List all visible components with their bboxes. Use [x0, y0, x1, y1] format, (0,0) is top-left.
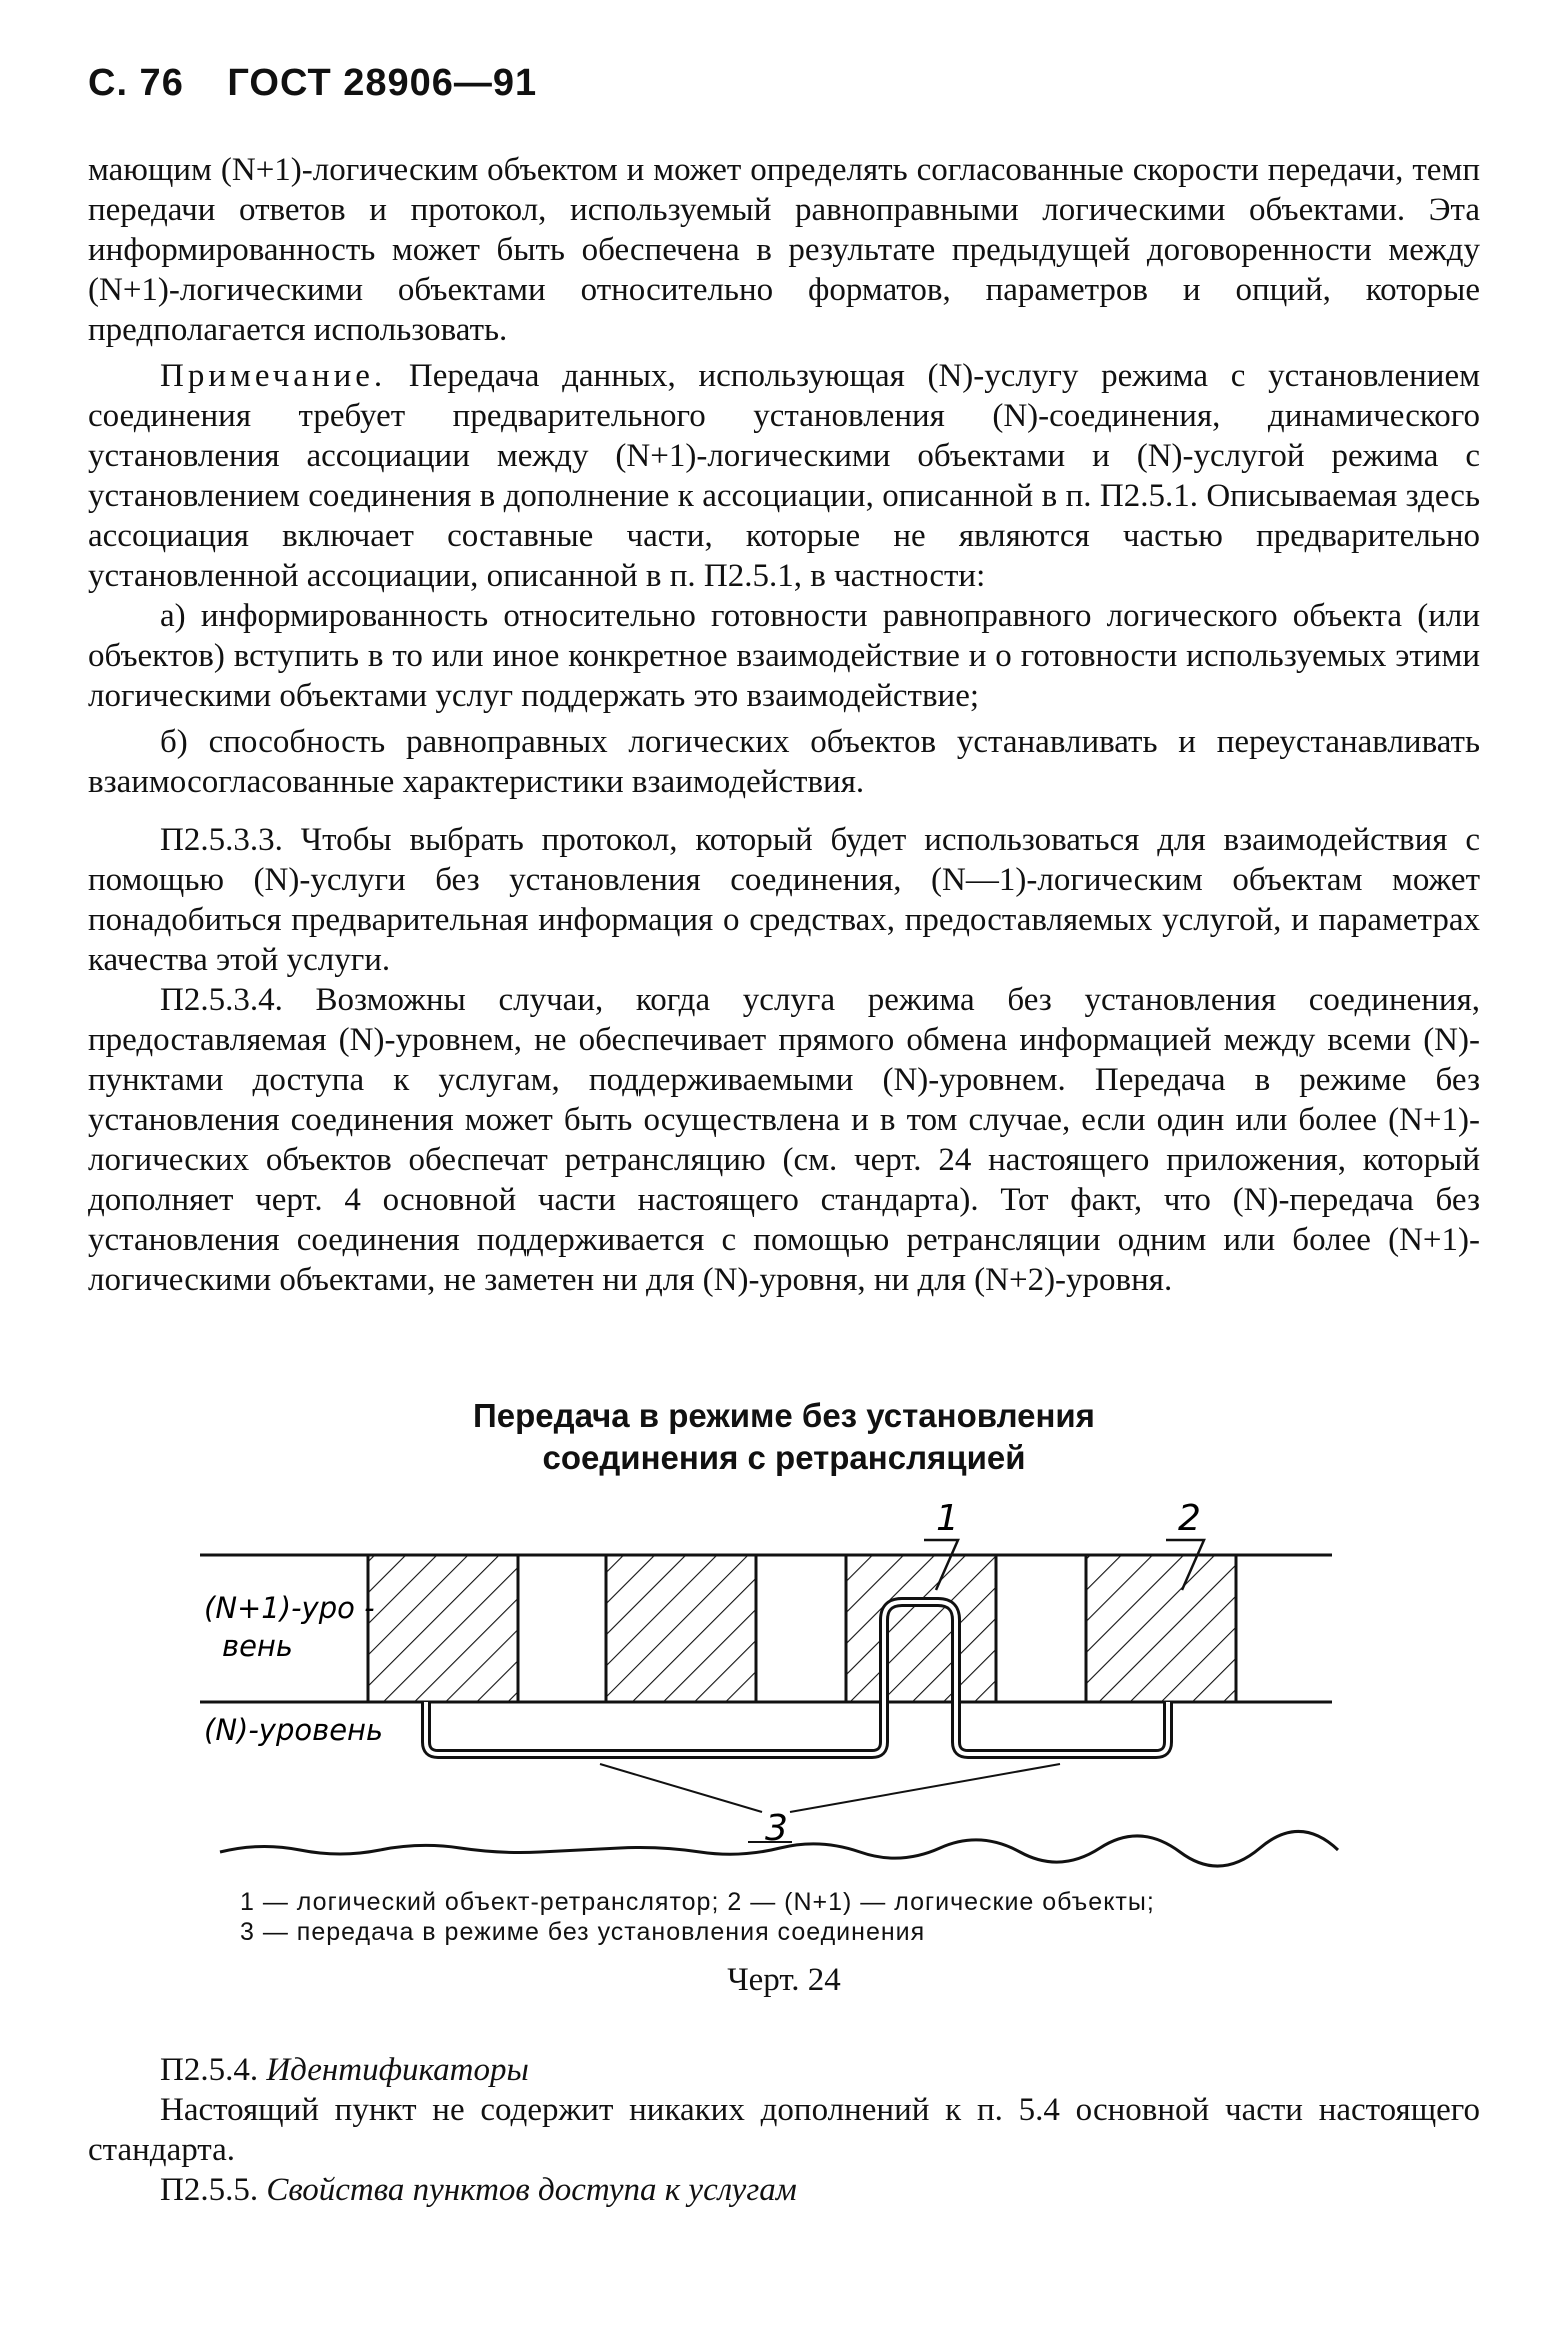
n-plus-1-layer-label-line1: (N+1)-уро -: [204, 1591, 375, 1625]
transfer-path: [426, 1602, 1168, 1754]
relay-entity-block: [846, 1555, 996, 1702]
standard-code: ГОСТ 28906—91: [227, 62, 538, 104]
callout-3-leader-right: [790, 1764, 1060, 1812]
figure-title-line1: Передача в режиме без установления: [473, 1397, 1095, 1434]
callout-1: 1: [936, 1498, 959, 1539]
note-text: Передача данных, использующая (N)-услугу режима с установлением соединения требует предварительного установления (N)-соединения, динамического установления ассоциации между (N+1)-логическими объектами и (N)-услугой режима с установлением соединения в дополнение к ассоциации, описанной в п. П2.5.1. Описываемая здесь ассоциация включает составные части, которые не являются частью предварительно установленной ассоциации, описанной в п. П2.5.1, в частности:: [88, 358, 1480, 594]
section-p255-title: Свойства пунктов доступа к услугам: [266, 2172, 797, 2208]
section-p255-number: П2.5.5.: [160, 2172, 259, 2208]
entity-block-4: [1086, 1555, 1236, 1702]
section-p254-text: Настоящий пункт не содержит никаких дополнений к п. 5.4 основной части настоящего стандарта.: [88, 2092, 1480, 2168]
paragraph-continuation: мающим (N+1)-логическим объектом и может определять согласованные скорости передачи, темп передачи ответов и протокол, используемый равноправными логическими объектами. Эта информированность может быть обеспечена в результате предыдущей договоренности между (N+1)-логическими объектами относительно форматов, параметров и опций, которые предполагается использовать.: [88, 152, 1480, 348]
figure-caption: [240, 1887, 1360, 1947]
section-p255-heading: [88, 2170, 1480, 2210]
list-item-a: а) информированность относительно готовности равноправного логического объекта (или объектов) вступить в то или иное конкретное взаимодействие и о готовности используемых этими логическими объектами услуг поддержать это взаимодействие;: [88, 598, 1480, 714]
section-p254-number: П2.5.4.: [160, 2052, 259, 2088]
section-p2533: П2.5.3.3. Чтобы выбрать протокол, который будет использоваться для взаимодействия с помощью (N)-услуги без установления соединения, (N—1)-логическим объектам может понадобиться предварительная информация о средствах, предоставляемых услугой, и параметрах качества этой услуги.: [88, 822, 1480, 978]
callout-3: 3: [765, 1808, 788, 1849]
section-p2534: П2.5.3.4. Возможны случаи, когда услуга режима без установления соединения, предоставляемая (N)-уровнем, не обеспечивает прямого обмена информацией между всеми (N)-пунктами доступа к услугам, поддерживаемыми (N)-уровнем. Передача в режиме без установления соединения может быть осуществлена и в том случае, если один или более (N+1)-логических объектов обеспечат ретрансляцию (см. черт. 24 настоящего приложения, который дополняет черт. 4 основной части настоящего стандарта). Тот факт, что (N)-передача без установления соединения поддерживается с помощью ретрансляции одним или более (N+1)-логическими объектами, не заметен ни для (N)-уровня, ни для (N+2)-уровня.: [88, 982, 1480, 1298]
transfer-path-inner: [426, 1602, 1168, 1754]
figure-number: Черт. 24: [727, 1962, 841, 1998]
entity-block-1: [368, 1555, 518, 1702]
page-number: С. 76: [88, 62, 184, 104]
caption-line2: 3 — передача в режиме без установления соединения: [240, 1918, 926, 1946]
entity-block-2: [606, 1555, 756, 1702]
n-plus-1-layer-label-line2: вень: [222, 1629, 293, 1663]
bottom-text: [88, 2050, 1480, 2210]
n-layer-label: (N)-уровень: [204, 1713, 384, 1747]
section-p254-heading: [88, 2050, 1480, 2090]
section-p254-title: Идентификаторы: [266, 2052, 529, 2088]
callout-2: 2: [1178, 1498, 1201, 1539]
list-item-b: б) способность равноправных логических объектов устанавливать и переустанавливать взаимосогласованные характеристики взаимодействия.: [88, 724, 1480, 800]
figure-title-line2: соединения с ретрансляцией: [542, 1439, 1026, 1476]
note-label: Примечание.: [160, 358, 387, 394]
callout-3-leader-left: [600, 1764, 762, 1812]
caption-line1: 1 — логический объект-ретранслятор; 2 — (N+1) — логические объекты;: [240, 1888, 1155, 1916]
